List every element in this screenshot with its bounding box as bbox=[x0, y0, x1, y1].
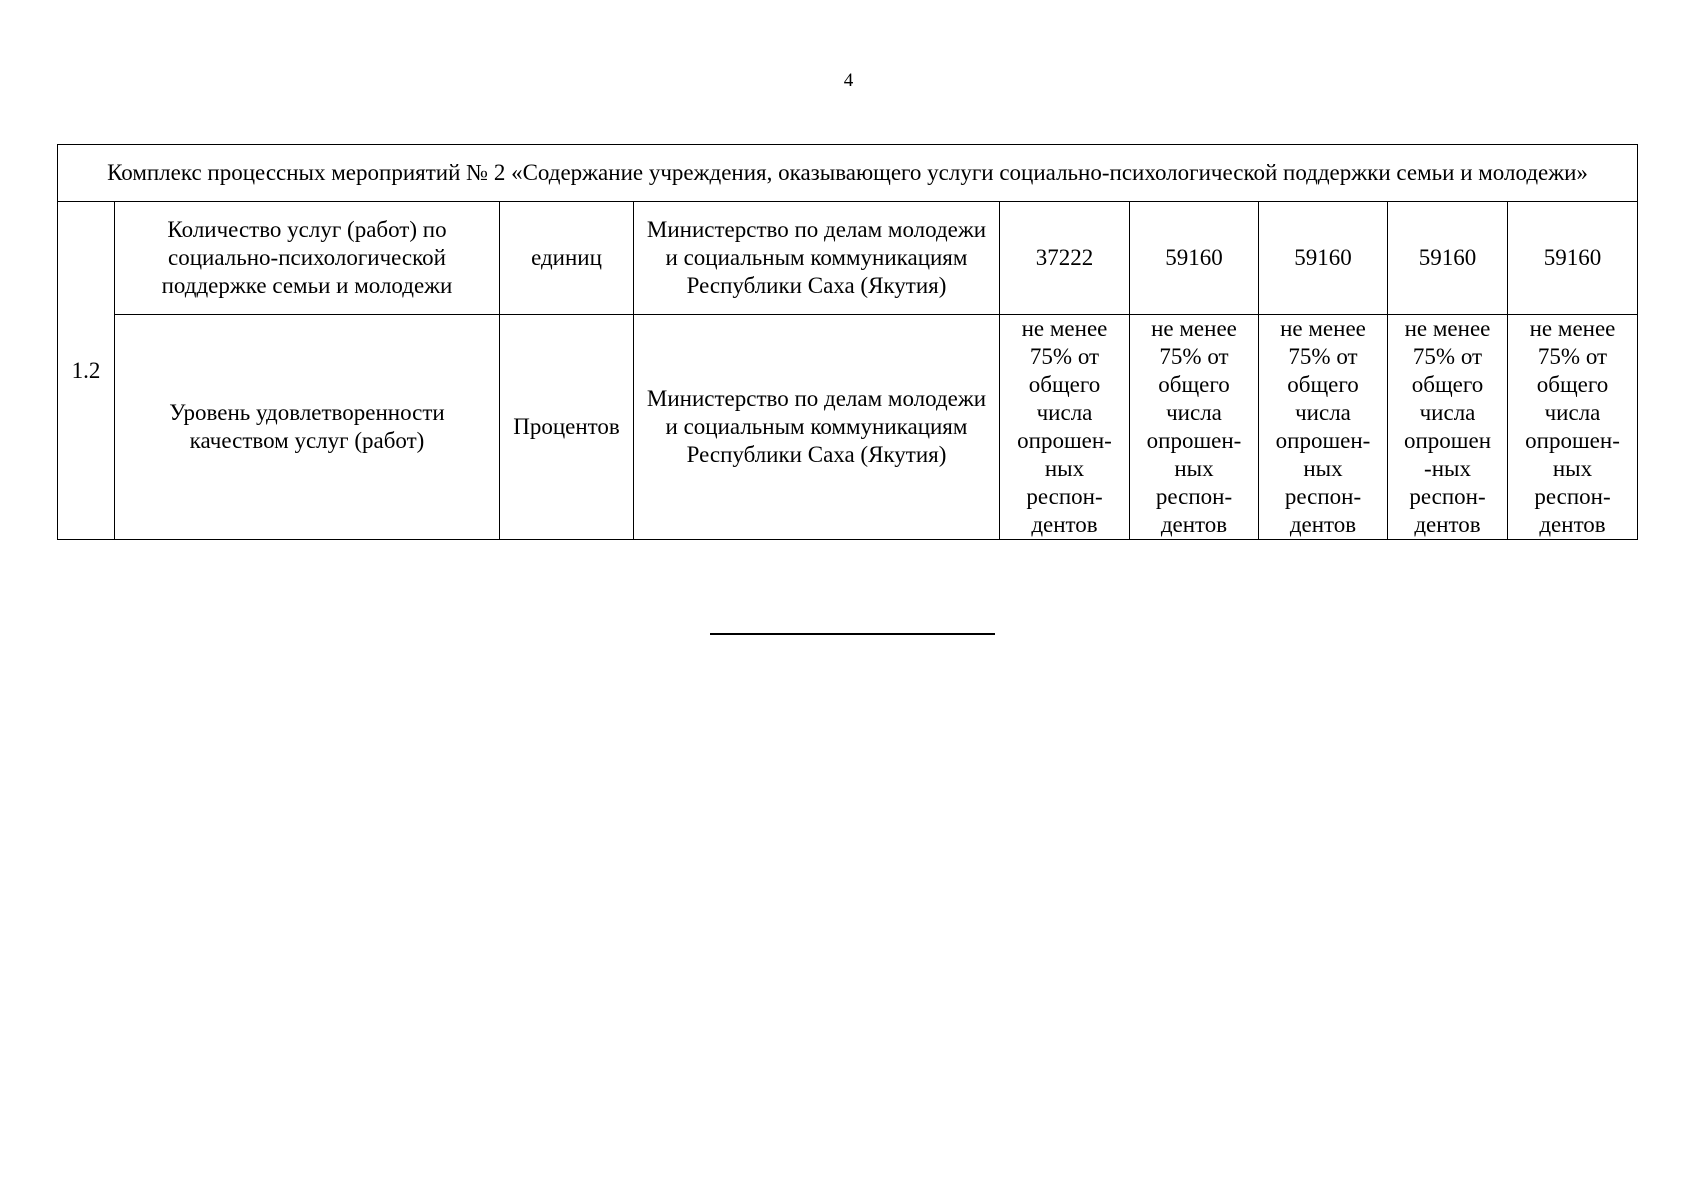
value-line: общего bbox=[1028, 372, 1101, 397]
value-line: опрошен- bbox=[1146, 428, 1242, 453]
section-header-cell: Комплекс процессных мероприятий № 2 «Содержание учреждения, оказывающего услуги социально-психологической поддержки семьи и молодежи» bbox=[58, 145, 1638, 202]
value-line: не менее bbox=[1021, 316, 1108, 341]
unit-cell: Процентов bbox=[500, 315, 634, 540]
value-line: числа bbox=[1419, 400, 1476, 425]
value-line: не менее bbox=[1529, 316, 1616, 341]
value-line: ных bbox=[1303, 456, 1343, 481]
value-cell bbox=[1259, 315, 1388, 540]
page-number: 4 bbox=[843, 70, 854, 91]
value-cell: 59160 bbox=[1388, 202, 1508, 315]
value-line: не менее bbox=[1404, 316, 1491, 341]
value-line: -ных bbox=[1424, 456, 1471, 481]
value-line: респон- bbox=[1534, 484, 1611, 509]
value-line: 75% от bbox=[1029, 344, 1100, 369]
value-line: опрошен bbox=[1403, 428, 1492, 453]
value-cell bbox=[1000, 315, 1130, 540]
row-number-cell: 1.2 bbox=[58, 202, 115, 540]
responsible-cell: Министерство по делам молодежи и социальным коммуникациям Республики Саха (Якутия) bbox=[634, 202, 1000, 315]
value-line: числа bbox=[1166, 400, 1222, 425]
value-line: респон- bbox=[1409, 484, 1486, 509]
value-line: ных bbox=[1044, 456, 1085, 481]
value-line: числа bbox=[1544, 400, 1601, 425]
value-line: 75% от bbox=[1537, 344, 1608, 369]
value-line: общего bbox=[1536, 372, 1609, 397]
value-line: общего bbox=[1411, 372, 1484, 397]
value-line: опрошен- bbox=[1017, 428, 1112, 453]
value-line: дентов bbox=[1031, 512, 1098, 537]
value-line: дентов bbox=[1289, 512, 1357, 537]
value-line: ных bbox=[1552, 456, 1593, 481]
value-cell: 59160 bbox=[1259, 202, 1388, 315]
indicator-cell: Количество услуг (работ) по социально-психологической поддержке семьи и молодежи bbox=[115, 202, 500, 315]
value-line: общего bbox=[1287, 372, 1359, 397]
value-line: общего bbox=[1158, 372, 1230, 397]
value-cell bbox=[1130, 315, 1259, 540]
value-line: респон- bbox=[1284, 484, 1362, 509]
value-line: респон- bbox=[1155, 484, 1233, 509]
value-line: 75% от bbox=[1412, 344, 1483, 369]
value-line: ных bbox=[1174, 456, 1214, 481]
value-cell bbox=[1508, 315, 1638, 540]
value-line: респон- bbox=[1026, 484, 1103, 509]
value-line: дентов bbox=[1160, 512, 1228, 537]
unit-cell: единиц bbox=[500, 202, 634, 315]
table-row bbox=[58, 202, 1638, 315]
value-line: не менее bbox=[1280, 316, 1366, 341]
value-line: опрошен- bbox=[1275, 428, 1371, 453]
value-cell bbox=[1388, 315, 1508, 540]
value-line: числа bbox=[1036, 400, 1093, 425]
section-header-row bbox=[58, 145, 1638, 202]
value-line: опрошен- bbox=[1525, 428, 1620, 453]
value-line: не менее bbox=[1151, 316, 1237, 341]
table-row bbox=[58, 315, 1638, 540]
end-divider-line bbox=[710, 633, 995, 635]
value-line: числа bbox=[1295, 400, 1351, 425]
value-line: дентов bbox=[1539, 512, 1606, 537]
value-cell: 59160 bbox=[1508, 202, 1638, 315]
indicator-cell: Уровень удовлетворенности качеством услуг (работ) bbox=[115, 315, 500, 540]
value-cell: 37222 bbox=[1000, 202, 1130, 315]
value-line: 75% от bbox=[1159, 344, 1229, 369]
responsible-cell: Министерство по делам молодежи и социальным коммуникациям Республики Саха (Якутия) bbox=[634, 315, 1000, 540]
indicators-table bbox=[57, 144, 1638, 540]
value-cell: 59160 bbox=[1130, 202, 1259, 315]
value-line: 75% от bbox=[1288, 344, 1358, 369]
value-line: дентов bbox=[1414, 512, 1481, 537]
